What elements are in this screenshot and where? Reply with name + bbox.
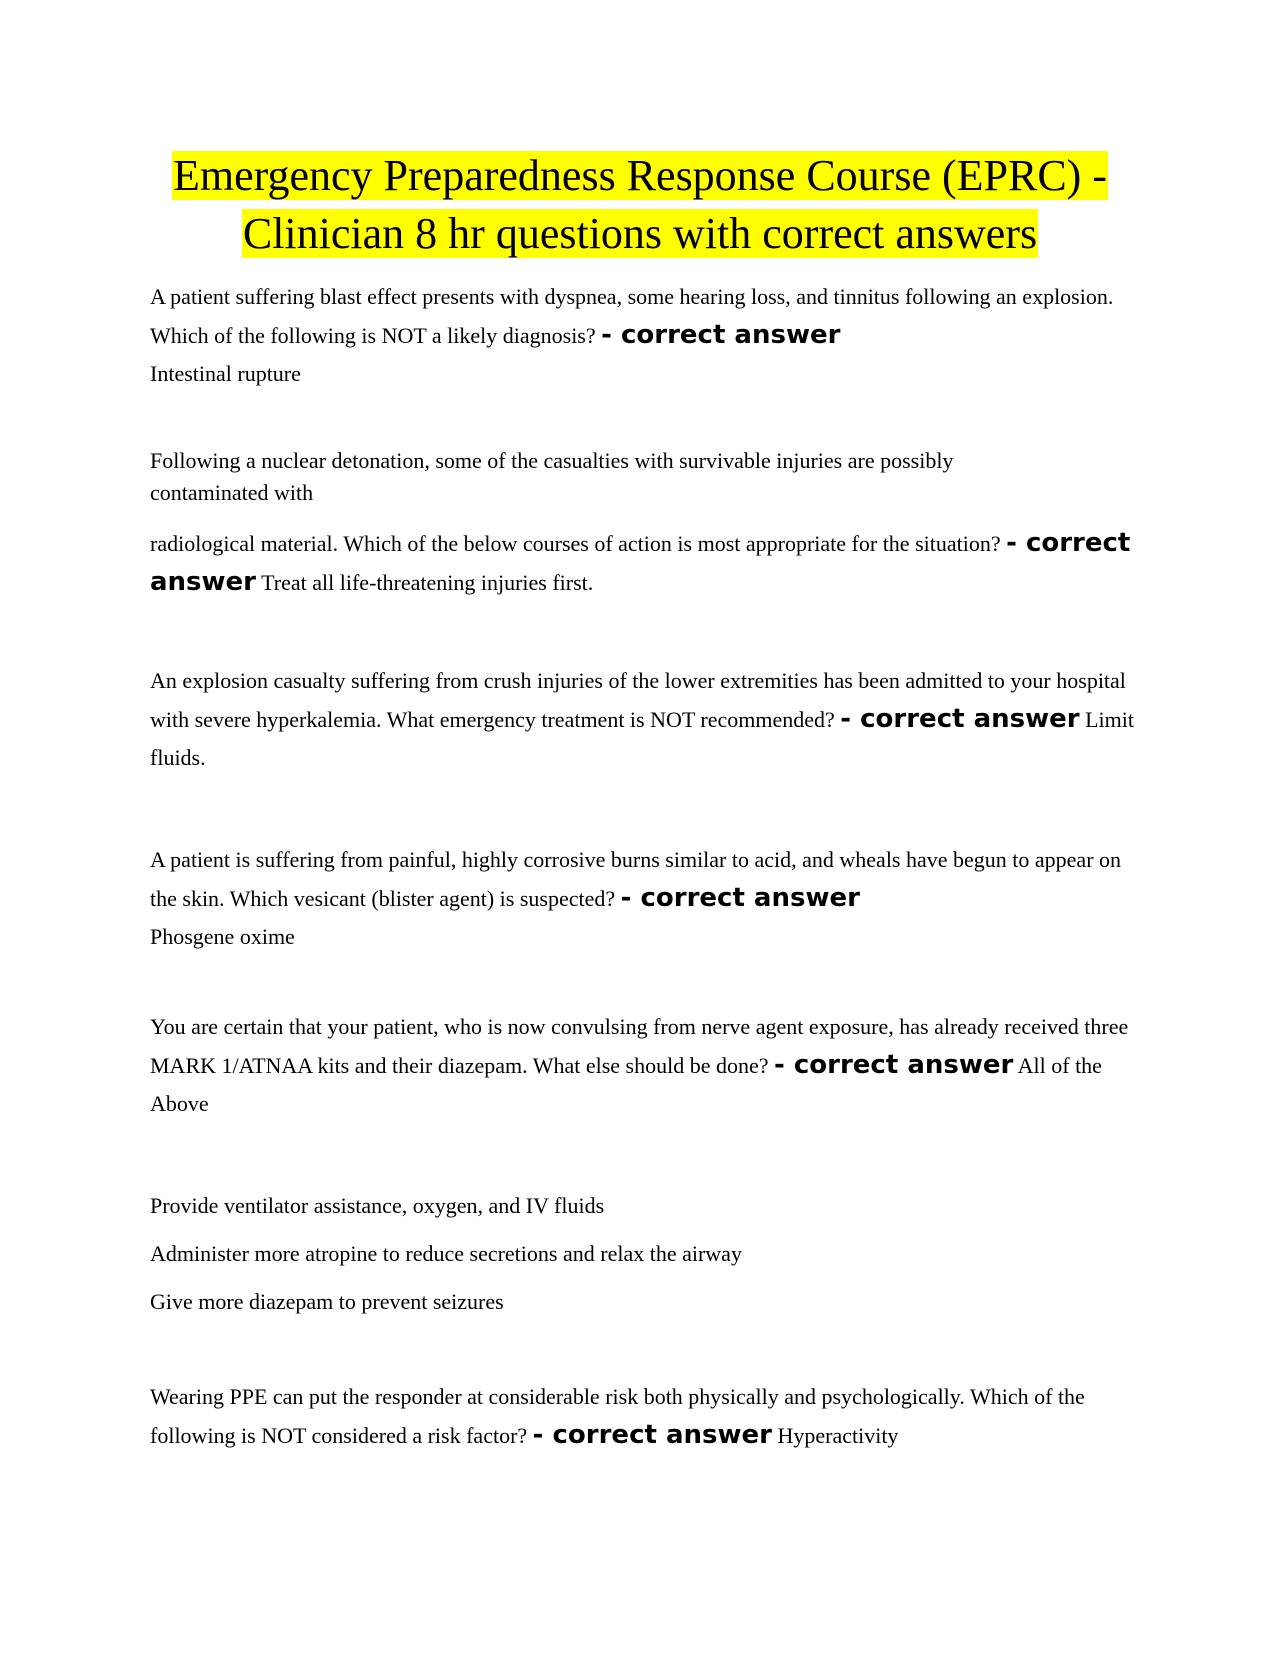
option-3: Give more diazepam to prevent seizures xyxy=(150,1289,504,1314)
question-text: A patient is suffering from painful, highly corrosive burns similar to acid, and wheals have begun to appear on the skin. Which vesicant (blister agent) is suspected? xyxy=(150,847,1122,911)
question-4 xyxy=(150,841,1140,956)
answer-marker: - correct answer xyxy=(601,320,841,350)
answer-marker: - correct answer xyxy=(840,704,1080,734)
title-highlight: Clinician 8 hr questions with correct answers xyxy=(242,209,1038,258)
question-5 xyxy=(150,1008,1135,1123)
answer-text: Treat all life-threatening injuries first. xyxy=(261,570,594,595)
question-text: Wearing PPE can put the responder at considerable risk both physically and psychologically. Which of the following is NOT considered a risk factor? xyxy=(150,1384,1085,1448)
question-text: An explosion casualty suffering from crush injuries of the lower extremities has been admitted to your hospital with severe hyperkalemia. What emergency treatment is NOT recommended? xyxy=(150,668,1126,732)
answer-text: Hyperactivity xyxy=(777,1423,899,1448)
question-2-part-1 xyxy=(150,445,1050,509)
question-text: radiological material. Which of the below courses of action is most appropriate for the situation? xyxy=(150,531,1001,556)
question-2 xyxy=(150,524,1135,602)
answer-text: Limit fluids. xyxy=(150,707,1134,770)
answer-text: All of the Above xyxy=(150,1053,1102,1116)
question-3 xyxy=(150,662,1135,777)
answer-text: Intestinal rupture xyxy=(150,361,301,386)
answer-marker: - correct answer xyxy=(774,1050,1014,1080)
document-title-line-1 xyxy=(0,150,1280,202)
document-title-line-2 xyxy=(0,208,1280,260)
answer-marker: - correct answer xyxy=(532,1420,772,1450)
answer-marker: - correct answer xyxy=(150,528,1131,597)
option-1: Provide ventilator assistance, oxygen, and IV fluids xyxy=(150,1193,605,1218)
question-text: A patient suffering blast effect presents with dyspnea, some hearing loss, and tinnitus following an explosion. Which of the following is NOT a likely diagnosis? xyxy=(150,284,1114,348)
title-highlight: Emergency Preparedness Response Course (EPRC) - xyxy=(173,151,1107,200)
option-2: Administer more atropine to reduce secretions and relax the airway xyxy=(150,1241,742,1266)
answer-text: Phosgene oxime xyxy=(150,924,295,949)
question-text: Following a nuclear detonation, some of the casualties with survivable injuries are possibly contaminated with xyxy=(150,448,954,505)
question-6 xyxy=(150,1378,1135,1455)
answer-marker: - correct answer xyxy=(620,883,860,913)
question-1 xyxy=(150,278,1135,393)
question-text: You are certain that your patient, who is now convulsing from nerve agent exposure, has already received three MARK 1/ATNAA kits and their diazepam. What else should be done? xyxy=(150,1014,1129,1078)
